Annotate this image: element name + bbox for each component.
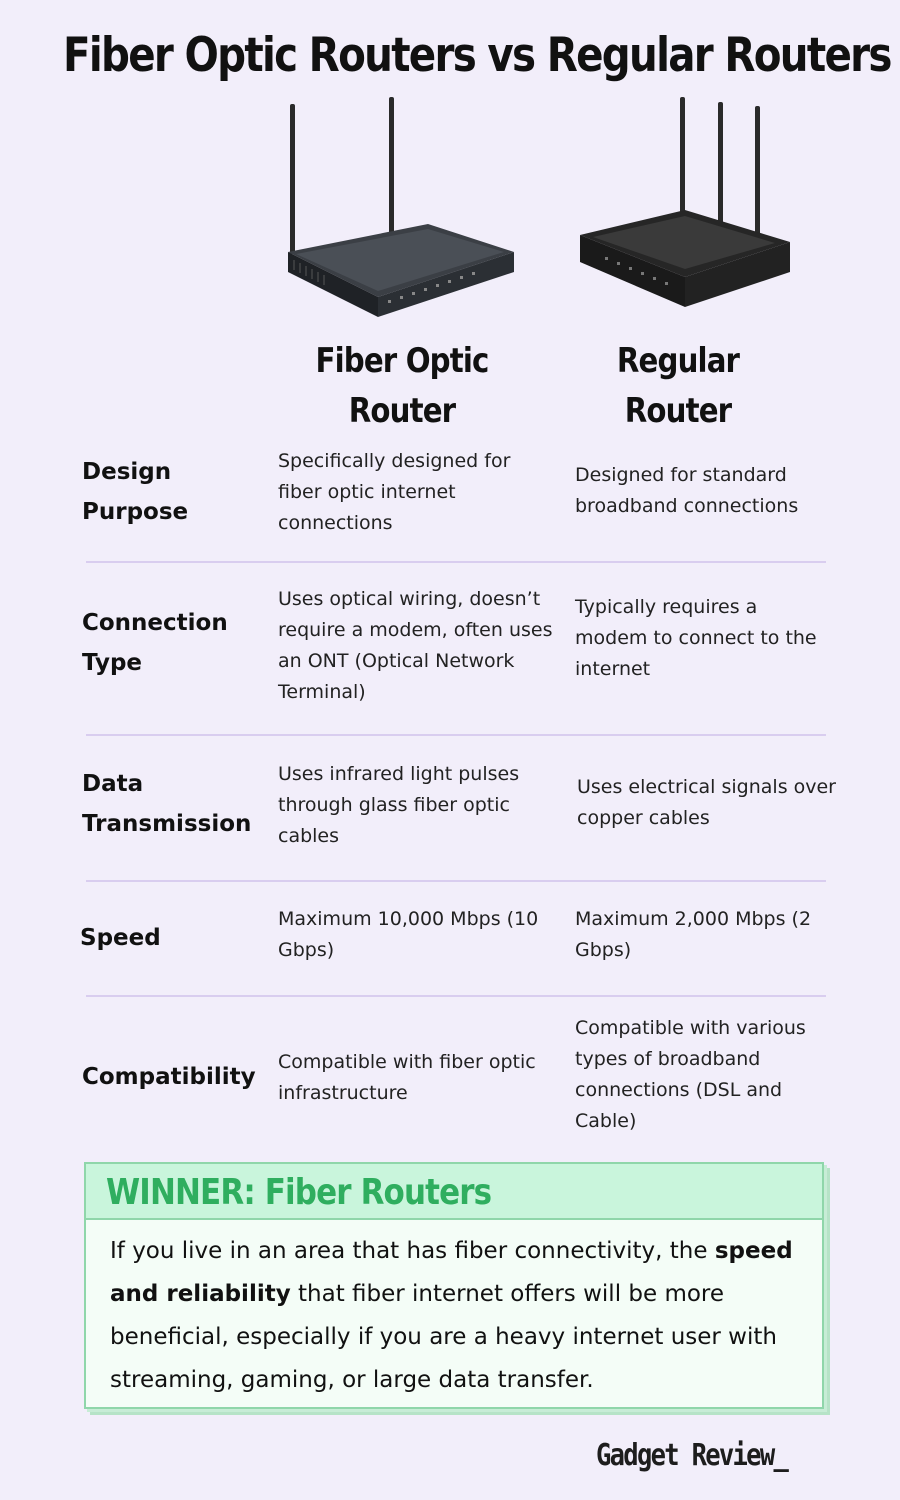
- row-divider: [86, 880, 826, 882]
- row-label-line: Purpose: [82, 499, 189, 525]
- column-header-fiber-line2: Router: [348, 391, 456, 431]
- winner-text: [86, 1220, 822, 1402]
- winner-text-part: If you live in an area that has fiber connectivity, the: [110, 1238, 715, 1264]
- cell-speed-fiber: Maximum 10,000 Mbps (10 Gbps): [278, 908, 539, 961]
- winner-title: WINNER: Fiber Routers: [106, 1172, 492, 1213]
- fiber-router-image: [278, 92, 518, 322]
- winner-header: [86, 1164, 822, 1220]
- winner-text-part: that fiber internet offers will be more beneficial, especially if you are a heavy internet user with streaming, gaming, or large data transfer.: [110, 1281, 777, 1393]
- winner-box: [84, 1162, 824, 1409]
- column-header-regular-line2: Router: [624, 391, 732, 431]
- column-header-regular-line1: Regular: [616, 341, 740, 381]
- row-label-compatibility: [82, 1057, 272, 1097]
- row-label-connection-type: [82, 603, 267, 683]
- cell-speed-regular: Maximum 2,000 Mbps (2 Gbps): [575, 908, 812, 961]
- cell-connection-type-regular: Typically requires a modem to connect to the internet: [575, 596, 817, 680]
- cell-compatibility-fiber: Compatible with fiber optic infrastructure: [278, 1051, 536, 1104]
- row-divider: [86, 561, 826, 563]
- row-label-line: Type: [82, 650, 143, 676]
- row-label-line: Compatibility: [82, 1064, 256, 1090]
- column-header-regular: [575, 336, 781, 436]
- row-label-line: Data: [82, 771, 144, 797]
- cell-data-transmission-fiber: Uses infrared light pulses through glass fiber optic cables: [278, 763, 520, 847]
- cell-design-purpose-regular: Designed for standard broadband connections: [575, 464, 799, 517]
- row-label-line: Design: [82, 459, 172, 485]
- cell-compatibility-regular: Compatible with various types of broadband connections (DSL and Cable): [575, 1017, 806, 1132]
- row-label-line: Transmission: [82, 811, 252, 837]
- row-label-line: Speed: [80, 925, 161, 951]
- row-divider: [86, 734, 826, 736]
- winner-text-bold: speed and reliability: [110, 1238, 793, 1307]
- brand-logo: Gadget Review_: [596, 1438, 788, 1473]
- cell-connection-type-fiber: Uses optical wiring, doesn’t require a modem, often uses an ONT (Optical Network Terminal): [278, 588, 553, 703]
- row-label-data-transmission: [82, 764, 267, 844]
- column-header-fiber: [299, 336, 505, 436]
- page-title: Fiber Optic Routers vs Regular Routers: [63, 28, 891, 83]
- row-label-speed: [80, 918, 265, 958]
- row-divider: [86, 995, 826, 997]
- regular-router-image: [575, 92, 795, 322]
- column-header-fiber-line1: Fiber Optic: [315, 341, 489, 381]
- row-label-line: Connection: [82, 610, 228, 636]
- row-label-design-purpose: [82, 452, 267, 532]
- cell-design-purpose-fiber: Specifically designed for fiber optic internet connections: [278, 450, 511, 534]
- cell-data-transmission-regular: Uses electrical signals over copper cables: [577, 776, 836, 829]
